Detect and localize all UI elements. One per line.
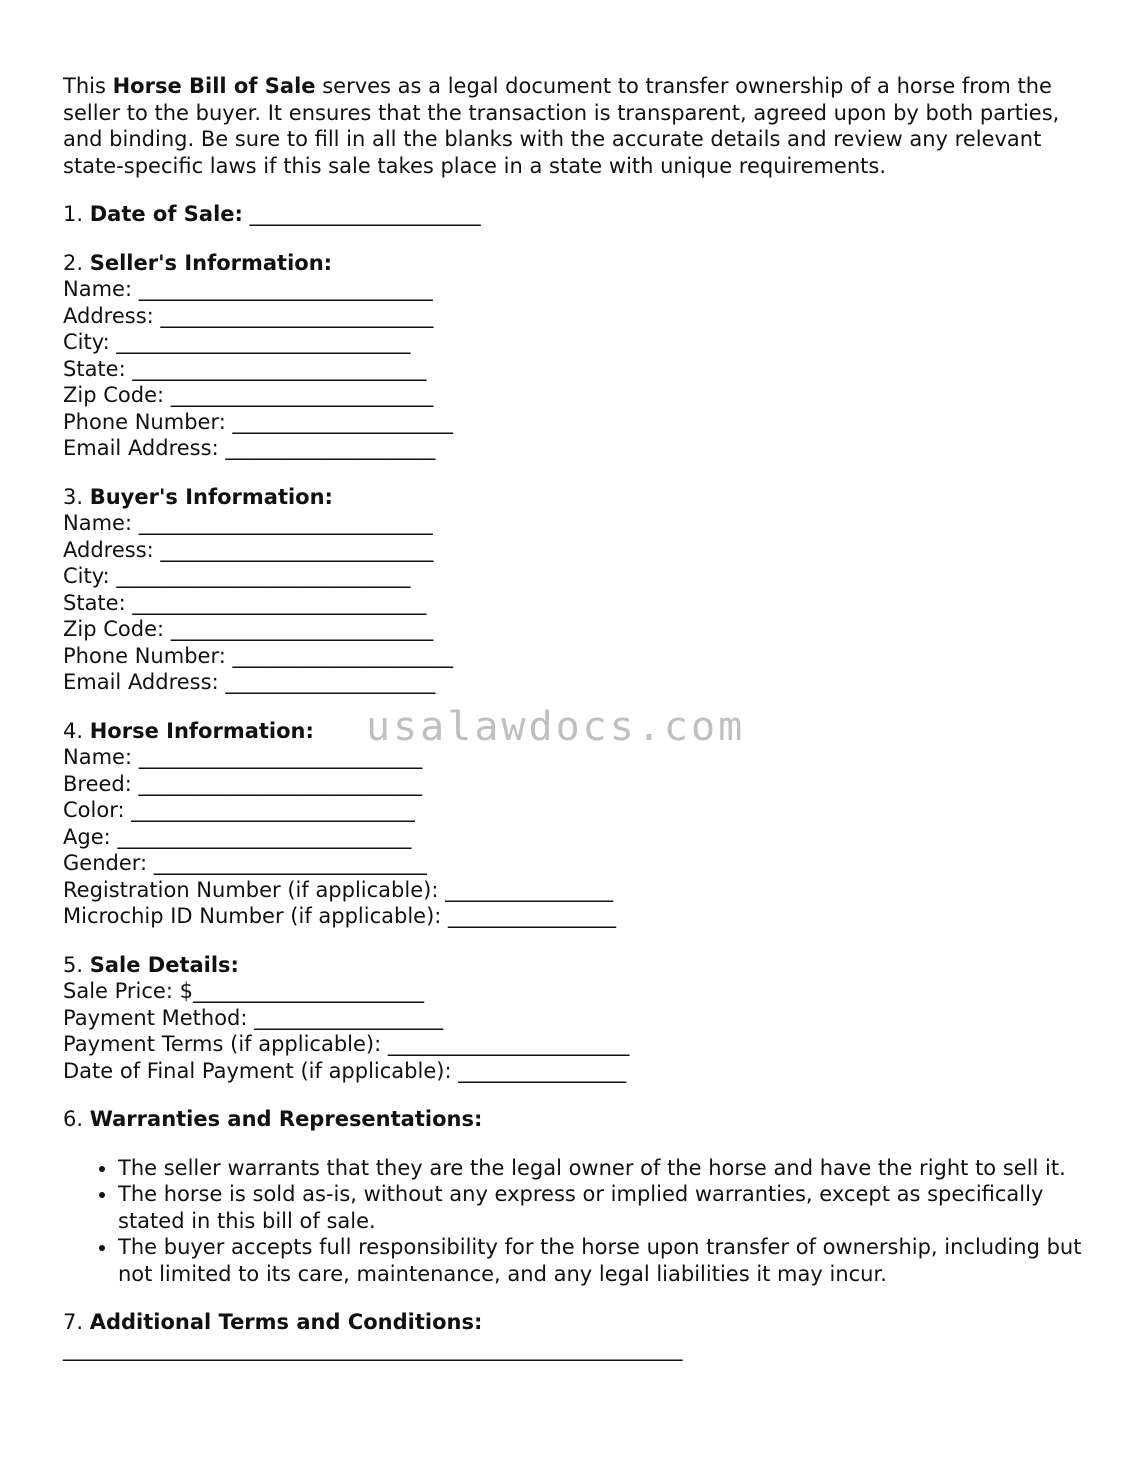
additional-terms-section <box>63 1309 1083 1362</box>
warranties-heading <box>63 1106 1083 1133</box>
section-number: 4. <box>63 718 90 743</box>
seller-address-field[interactable]: Address: __________________________ <box>63 303 434 328</box>
seller-heading-label: Seller's Information: <box>89 250 333 275</box>
horse-age-field[interactable]: Age: ____________________________ <box>63 824 412 849</box>
buyer-address-field[interactable]: Address: __________________________ <box>63 537 434 562</box>
sale-section <box>63 952 1083 1085</box>
date-of-sale-label: Date of Sale: <box>89 202 243 226</box>
seller-heading <box>63 250 1083 277</box>
intro-pre: This <box>63 74 113 98</box>
horse-color-field[interactable]: Color: ___________________________ <box>63 798 415 822</box>
sale-heading <box>63 952 1083 979</box>
horse-name-field[interactable]: Name: ___________________________ <box>63 745 423 769</box>
buyer-email-field[interactable]: Email Address: ____________________ <box>63 670 436 694</box>
warranties-list <box>63 1155 1083 1288</box>
seller-zip-field[interactable]: Zip Code: _________________________ <box>63 383 434 407</box>
sale-heading-label: Sale Details: <box>89 952 239 977</box>
warranties-heading-label: Warranties and Representations: <box>89 1107 483 1131</box>
horse-gender-field[interactable]: Gender: __________________________ <box>63 851 427 875</box>
section-number: 6. <box>63 1107 90 1131</box>
buyer-heading <box>63 484 1083 511</box>
additional-terms-heading <box>63 1309 1083 1336</box>
document-page <box>63 73 1083 1384</box>
seller-state-field[interactable]: State: ____________________________ <box>63 356 427 381</box>
seller-name-field[interactable]: Name: ____________________________ <box>63 277 433 301</box>
buyer-name-field[interactable]: Name: ____________________________ <box>63 511 433 535</box>
seller-section <box>63 250 1083 462</box>
section-number: 2. <box>63 250 90 275</box>
buyer-zip-field[interactable]: Zip Code: _________________________ <box>63 617 434 641</box>
seller-phone-field[interactable]: Phone Number: _____________________ <box>63 409 453 434</box>
buyer-state-field[interactable]: State: ____________________________ <box>63 590 427 615</box>
seller-email-field[interactable]: Email Address: ____________________ <box>63 436 436 460</box>
date-of-sale-section <box>63 201 1083 228</box>
sale-price-field[interactable]: Sale Price: $______________________ <box>63 979 424 1003</box>
date-of-sale-line <box>63 201 1083 228</box>
additional-terms-heading-label: Additional Terms and Conditions: <box>89 1310 483 1334</box>
payment-terms-field[interactable]: Payment Terms (if applicable): _______________________ <box>63 1032 630 1056</box>
additional-terms-blank[interactable]: ___________________________________________________________ <box>63 1336 683 1361</box>
document-title: Horse Bill of Sale <box>112 74 316 98</box>
buyer-city-field[interactable]: City: ____________________________ <box>63 564 411 588</box>
section-number: 5. <box>63 952 90 977</box>
date-of-sale-blank[interactable]: ______________________ <box>242 202 481 226</box>
final-payment-date-field[interactable]: Date of Final Payment (if applicable): ________________ <box>63 1058 627 1083</box>
buyer-section <box>63 484 1083 696</box>
intro-body: serves as a legal document to transfer ownership of a horse from the seller to the buyer. It ensures that the transaction is transparent, agreed upon by both parties, and binding. Be sure to fill in all the blanks with the accurate details and review any relevant state-specific laws if this sale takes place in a state with unique requirements. <box>63 74 1060 178</box>
section-number: 1. <box>63 202 90 226</box>
horse-heading <box>63 718 1083 745</box>
seller-city-field[interactable]: City: ____________________________ <box>63 330 411 354</box>
horse-heading-label: Horse Information: <box>89 718 314 743</box>
payment-method-field[interactable]: Payment Method: __________________ <box>63 1005 444 1030</box>
buyer-phone-field[interactable]: Phone Number: _____________________ <box>63 643 453 668</box>
horse-section <box>63 718 1083 930</box>
list-item: • The horse is sold as-is, without any express or implied warranties, except as specifically stated in this bill of sale. <box>118 1181 1083 1234</box>
buyer-heading-label: Buyer's Information: <box>89 484 333 509</box>
watermark: usalawdocs.com <box>366 704 746 750</box>
warranties-section <box>63 1106 1083 1287</box>
horse-breed-field[interactable]: Breed: ___________________________ <box>63 771 422 796</box>
horse-registration-field[interactable]: Registration Number (if applicable): ________________ <box>63 877 614 902</box>
list-item: • The seller warrants that they are the legal owner of the horse and have the right to sell it. <box>118 1155 1083 1182</box>
section-number: 3. <box>63 484 90 509</box>
horse-microchip-field[interactable]: Microchip ID Number (if applicable): ________________ <box>63 904 617 928</box>
list-item: • The buyer accepts full responsibility for the horse upon transfer of ownership, including but not limited to its care, maintenance, and any legal liabilities it may incur. <box>118 1234 1083 1287</box>
intro-paragraph <box>63 73 1083 179</box>
section-number: 7. <box>63 1310 90 1334</box>
